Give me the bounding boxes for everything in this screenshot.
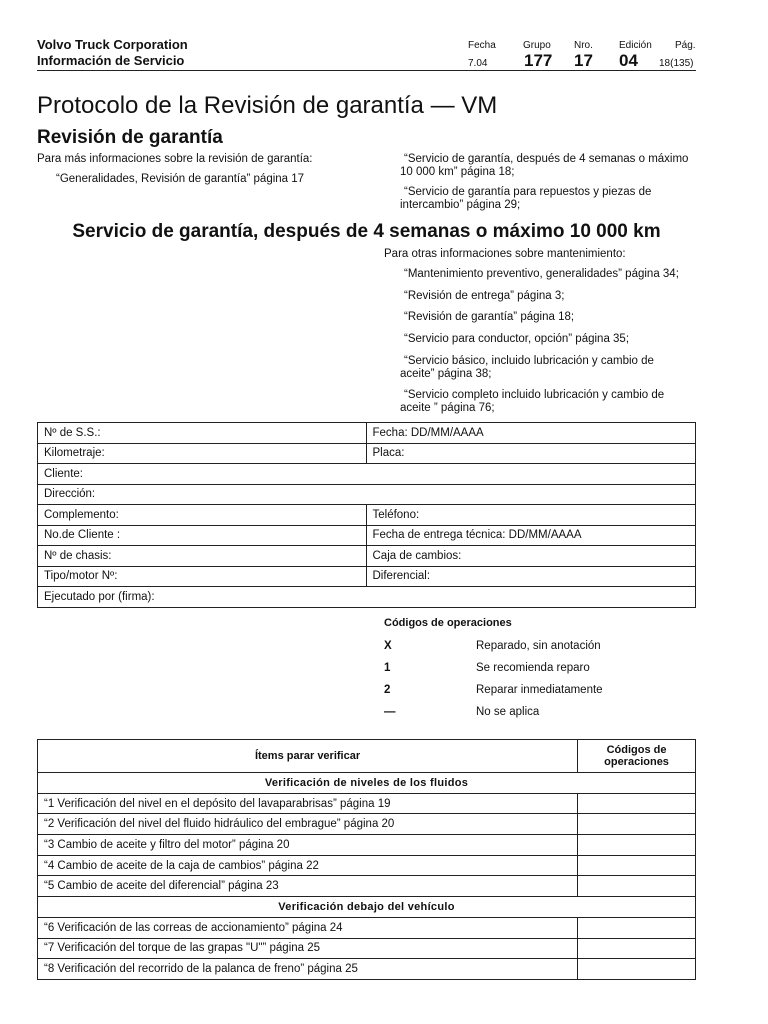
edition-label: Edición	[619, 40, 652, 51]
group-label: Grupo	[523, 40, 551, 51]
code-key: X	[384, 640, 392, 652]
item-label: “6 Verificación de las correas de accionamiento” página 24	[38, 917, 578, 938]
page-value: 18(135)	[659, 58, 694, 69]
number-label: Nro.	[574, 40, 593, 51]
item-label: “7 Verificación del torque de las grapas "U"” página 25	[38, 938, 578, 959]
differential-field[interactable]: Diferencial:	[366, 566, 696, 587]
code-desc: Reparar inmediatamente	[476, 684, 603, 696]
vehicle-info-form	[37, 422, 696, 608]
intro-right-ref-1: “Servicio de garantía, después de 4 semanas o máximo 10 000 km” página 18;	[400, 153, 689, 178]
plate-field[interactable]: Placa:	[366, 443, 696, 464]
table-row	[38, 793, 696, 814]
intro-right-ref-2: “Servicio de garantía para repuestos y piezas de intercambio” página 29;	[400, 186, 652, 211]
mileage-field[interactable]: Kilometraje:	[38, 443, 367, 464]
code-desc: Reparado, sin anotación	[476, 640, 601, 652]
code-item	[384, 684, 704, 700]
table-row	[38, 835, 696, 856]
complement-field[interactable]: Complemento:	[38, 505, 367, 526]
table-row	[38, 938, 696, 959]
operation-code-cell[interactable]	[578, 876, 696, 897]
signature-field[interactable]: Ejecutado por (firma):	[38, 587, 696, 608]
maintenance-ref-1: “Mantenimiento preventivo, generalidades” página 34;	[404, 268, 679, 280]
service-banner-heading: Servicio de garantía, después de 4 semanas o máximo 10 000 km	[72, 221, 661, 242]
maintenance-ref-6: “Servicio completo incluido lubricación y cambio de aceite ” página 76;	[400, 389, 665, 414]
operation-code-cell[interactable]	[578, 917, 696, 938]
maintenance-ref-3: “Revisión de garantía” página 18;	[404, 311, 575, 323]
maintenance-ref-4: “Servicio para conductor, opción” página 35;	[404, 333, 630, 345]
code-item	[384, 640, 704, 656]
table-row	[38, 855, 696, 876]
phone-field[interactable]: Teléfono:	[366, 505, 696, 526]
table-row	[38, 814, 696, 835]
operation-code-cell[interactable]	[578, 835, 696, 856]
codes-header-line-1: Códigos de	[606, 744, 667, 756]
client-number-field[interactable]: No.de Cliente :	[38, 525, 367, 546]
operation-code-cell[interactable]	[578, 855, 696, 876]
code-item	[384, 662, 704, 678]
code-desc: Se recomienda reparo	[476, 662, 590, 674]
operation-code-cell[interactable]	[578, 959, 696, 980]
date-field[interactable]: Fecha: DD/MM/AAAA	[366, 423, 696, 444]
maintenance-ref-2: “Revisión de entrega” página 3;	[404, 290, 565, 302]
engine-field[interactable]: Tipo/motor Nº:	[38, 566, 367, 587]
operation-code-cell[interactable]	[578, 814, 696, 835]
section-header-under-vehicle: Verificación debajo del vehículo	[38, 897, 696, 918]
code-key: 2	[384, 684, 391, 696]
page-title: Protocolo de la Revisión de garantía — VM	[37, 92, 498, 119]
item-label: “4 Cambio de aceite de la caja de cambios” página 22	[38, 855, 578, 876]
item-label: “8 Verificación del recorrido de la palanca de freno” página 25	[38, 959, 578, 980]
date-label: Fecha	[468, 40, 496, 51]
code-key: —	[384, 706, 396, 718]
header-divider	[37, 70, 696, 71]
code-key: 1	[384, 662, 391, 674]
maintenance-intro: Para otras informaciones sobre mantenimiento:	[384, 248, 626, 260]
chassis-field[interactable]: Nº de chasis:	[38, 546, 367, 567]
item-label: “2 Verificación del nivel del fluido hidráulico del embrague” página 20	[38, 814, 578, 835]
item-label: “1 Verificación del nivel en el depósito del lavaparabrisas” página 19	[38, 793, 578, 814]
section-header-fluids: Verificación de niveles de los fluidos	[38, 773, 696, 794]
codes-title: Códigos de operaciones	[384, 617, 512, 629]
operation-code-cell[interactable]	[578, 793, 696, 814]
delivery-date-field[interactable]: Fecha de entrega técnica: DD/MM/AAAA	[366, 525, 696, 546]
client-field[interactable]: Cliente:	[38, 464, 696, 485]
ss-number-field[interactable]: Nº de S.S.:	[38, 423, 367, 444]
company-name: Volvo Truck Corporation	[37, 37, 188, 52]
group-value: 177	[524, 51, 553, 70]
address-field[interactable]: Dirección:	[38, 484, 696, 505]
verification-items-table	[37, 739, 696, 980]
table-row	[38, 876, 696, 897]
code-item	[384, 706, 704, 722]
codes-header-line-2: operaciones	[604, 756, 669, 768]
number-value: 17	[574, 51, 593, 70]
intro-ref: “Generalidades, Revisión de garantía” página 17	[56, 173, 305, 185]
table-row	[38, 917, 696, 938]
operation-code-cell[interactable]	[578, 938, 696, 959]
column-header-codes	[578, 740, 696, 773]
table-row	[38, 959, 696, 980]
maintenance-ref-5: “Servicio básico, incluido lubricación y cambio de aceite” página 38;	[400, 355, 654, 380]
department-name: Información de Servicio	[37, 53, 185, 68]
item-label: “3 Cambio de aceite y filtro del motor” página 20	[38, 835, 578, 856]
intro-text: Para más informaciones sobre la revisión de garantía:	[37, 153, 313, 165]
gearbox-field[interactable]: Caja de cambios:	[366, 546, 696, 567]
item-label: “5 Cambio de aceite del diferencial” página 23	[38, 876, 578, 897]
header-company-block	[37, 37, 188, 69]
page-label: Pág.	[675, 40, 696, 51]
edition-value: 04	[619, 51, 638, 70]
code-desc: No se aplica	[476, 706, 540, 718]
column-header-items: Ítems parar verificar	[38, 740, 578, 773]
date-value: 7.04	[468, 58, 488, 69]
section-title: Revisión de garantía	[37, 127, 223, 148]
